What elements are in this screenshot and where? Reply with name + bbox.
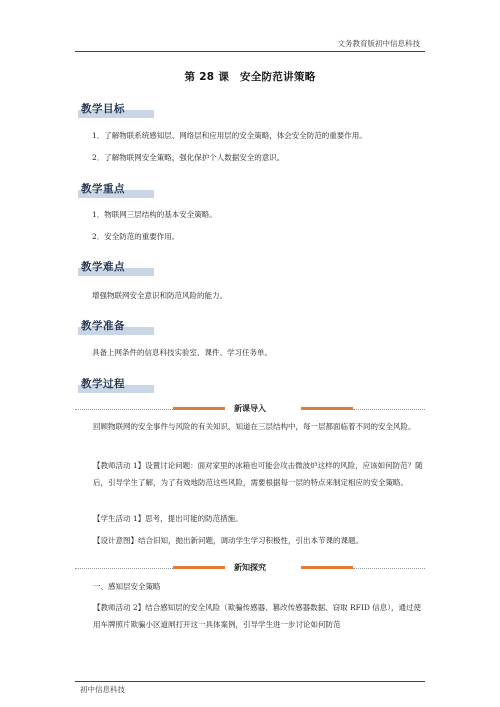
explore-text-1: 一、感知层安全策略 [93,582,161,591]
heading-text: 教学目标 [81,103,125,115]
intro-text-1: 回顾物联网的安全事件与风险的有关知识，知道在三层结构中，每一层都面临着不同的安全风险。 [93,422,416,431]
divider-label: 新知探究 [234,563,266,572]
footer-rule [75,681,425,682]
intro-text-4: 【设计意图】结合旧知，抛出新问题，调动学生学习积极性，引出本节课的课题。 [93,536,363,545]
keypoint-item-1: 1．物联网三层结构的基本安全策略。 [92,210,217,219]
preparation-text: 具备上网条件的信息科技实验室、课件、学习任务单。 [92,348,272,357]
goal-item-1: 1．了解物联系统感知层、网络层和应用层的安全策略，体会安全防范的重要作用。 [92,131,367,140]
explore-paragraph-2 [78,599,425,633]
section-heading-process [78,376,154,393]
explore-text-2: 【教师活动 2】结合感知层的安全风险（欺骗传感器、篡改传感器数据、窃取 RFID 信息），通过使用车牌照片欺骗小区道闸打开这一具体案例，引导学生进一步讨论如何防范 [93,603,421,629]
intro-text-3: 【学生活动 1】思考，提出可能的防范措施。 [93,514,243,523]
intro-paragraph-1 [78,418,425,435]
intro-text-2: 【教师活动 1】设置讨论问题：面对家里的冰箱也可能会攻击微波炉这样的风险，应该如何防范？随后，引导学生了解，为了有效地防范这些风险，需要根据每一层的特点来制定相应的安全策略。 [93,461,423,487]
heading-text: 教学准备 [81,320,125,332]
section-heading-goals [78,101,154,118]
goal-item-2: 2．了解物联网安全策略，强化保护个人数据安全的意识。 [92,153,285,162]
lesson-title: 第 28 课 安全防范讲策略 [184,71,316,83]
header-publisher-note: 文务教育版初中信息科技 [337,39,420,48]
heading-text: 教学难点 [81,261,125,273]
intro-paragraph-4 [78,532,425,549]
section-heading-preparation [78,318,154,335]
divider-intro [75,403,425,415]
footer-note: 初中信息科技 [80,685,125,694]
keypoint-item-2: 2．安全防范的重要作用。 [92,232,180,241]
intro-paragraph-2 [78,457,425,491]
section-heading-difficulties [78,259,154,276]
divider-explore [75,562,425,574]
explore-paragraph-1 [78,578,425,595]
heading-text: 教学重点 [81,183,125,195]
header-rule [75,51,425,52]
section-heading-keypoints [78,181,154,198]
divider-label: 新课导入 [234,404,266,413]
heading-text: 教学过程 [81,378,125,390]
difficulties-text: 增强物联网安全意识和防范风险的能力。 [92,291,227,300]
intro-paragraph-3 [78,510,425,527]
